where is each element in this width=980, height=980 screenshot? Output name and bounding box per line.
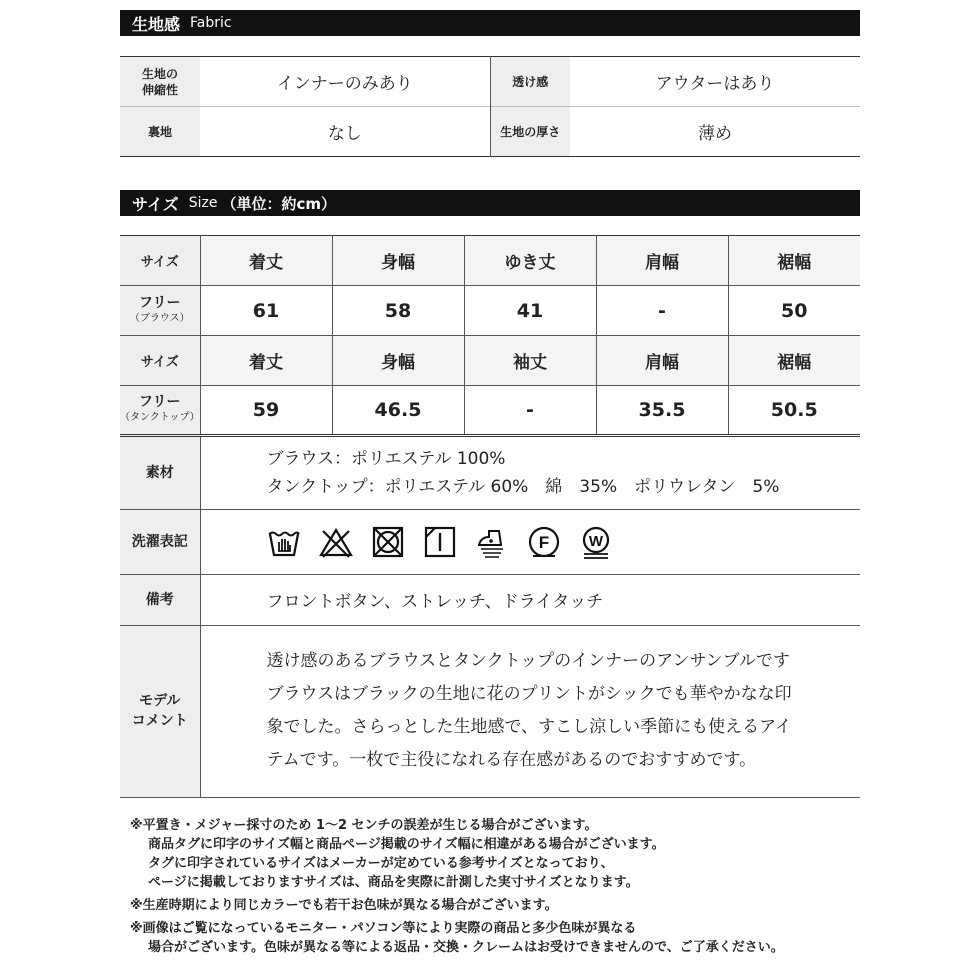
note-paragraph: ※生産時期により同じカラーでも若干お色味が異なる場合がございます。 (130, 898, 558, 913)
size-header-row (120, 336, 860, 386)
size-title-jp: サイズ (132, 194, 179, 214)
size-header-cell: 身幅 (332, 336, 464, 386)
stretch-label: 生地の 伸縮性 (120, 57, 200, 107)
material-line: ブラウス：ポリエステル 100% (266, 448, 506, 469)
size-value-cell: 35.5 (596, 386, 728, 436)
wet-clean-letter: W (588, 532, 603, 550)
thickness-value: 薄め (570, 107, 860, 157)
size-header-label: サイズ (120, 336, 200, 386)
material-row (120, 437, 860, 509)
size-header-cell: 着丈 (200, 336, 332, 386)
size-unit: （単位：約cm） (221, 194, 337, 213)
hand-wash-30-icon (267, 525, 301, 559)
comment-label: モデル コメント (120, 625, 200, 797)
line-dry-icon (423, 525, 457, 559)
fabric-title-en: Fabric (190, 15, 232, 31)
comment-line: 象でした。さらっとした生地感で、すこし涼しい季節にも使えるアイ (266, 717, 792, 737)
size-value-cell: 41 (464, 286, 596, 336)
size-header-label: サイズ (120, 236, 200, 286)
size-table (120, 235, 860, 437)
care-icons (200, 509, 860, 574)
no-bleach-icon (319, 525, 353, 559)
size-row-name: フリー （タンクトップ） (120, 386, 200, 436)
remarks-value: フロントボタン、ストレッチ、ドライタッチ (200, 574, 860, 625)
size-value-cell: 61 (200, 286, 332, 336)
comment-line: ブラウスはブラックの生地に花のプリントがシックでも華やかなな印 (266, 684, 792, 704)
dry-clean-f-icon (527, 525, 561, 559)
material-value (200, 437, 860, 509)
no-tumble-dry-icon (371, 525, 405, 559)
remarks-label: 備考 (120, 574, 200, 625)
size-header-cell: ゆき丈 (464, 236, 596, 286)
stretch-value: インナーのみあり (200, 57, 490, 107)
size-value-cell: 59 (200, 386, 332, 436)
size-title-en: Size (188, 195, 218, 211)
fabric-title-jp: 生地感 (132, 14, 181, 34)
iron-low-icon (475, 525, 509, 559)
size-row-name: フリー （ブラウス） (120, 286, 200, 336)
comment-line: テムです。一枚で主役になれる存在感があるのでおすすめです。 (266, 750, 757, 770)
comment-line: 透け感のあるブラウスとタンクトップのインナーのアンサンブルです (266, 651, 790, 671)
material-line: タンクトップ：ポリエステル 60% 綿 35% ポリウレタン 5% (266, 476, 780, 497)
sheerness-label: 透け感 (490, 57, 570, 107)
care-row (120, 509, 860, 574)
care-label: 洗濯表記 (120, 509, 200, 574)
lining-value: なし (200, 107, 490, 157)
size-value-row (120, 286, 860, 336)
size-section-header (120, 190, 860, 216)
size-value-cell: - (596, 286, 728, 336)
sheerness-value: アウターはあり (655, 74, 775, 94)
note-paragraph: ※平置き・メジャー採寸のため 1〜2 センチの誤差が生じる場合がございます。 商品タグに印字のサイズ幅と商品ページ掲載のサイズ幅に相違がある場合がございます。 タグに印字されているサイズはメーカーが定めている参考サイズとなっており、 ページに掲載しておりますサイズは、商品を実際に計測した実寸サイズとなります。 (130, 818, 665, 890)
size-header-cell: 身幅 (332, 236, 464, 286)
size-header-row (120, 236, 860, 286)
size-value-cell: 58 (332, 286, 464, 336)
size-value-cell: 50 (728, 286, 860, 336)
size-header-cell: 裾幅 (728, 336, 860, 386)
thickness-label: 生地の厚さ (490, 107, 570, 157)
size-value-row (120, 386, 860, 436)
fabric-section-header (120, 10, 860, 36)
size-value-cell: 46.5 (332, 386, 464, 436)
size-header-cell: 裾幅 (728, 236, 860, 286)
size-value-cell: 50.5 (728, 386, 860, 436)
comment-value (200, 625, 860, 797)
size-value-cell: - (464, 386, 596, 436)
size-header-cell: 肩幅 (596, 236, 728, 286)
table-row (120, 107, 860, 157)
note-paragraph: ※画像はご覧になっているモニター・パソコン等により実際の商品と多少色味が異なる 場合がございます。色味が異なる等による返品・交換・クレームはお受けできませんので、ご了承ください。 (130, 921, 784, 955)
comment-row (120, 625, 860, 797)
notes (130, 816, 784, 961)
size-header-cell: 肩幅 (596, 336, 728, 386)
table-row (120, 57, 860, 107)
info-table (120, 437, 860, 798)
dry-clean-letter: F (538, 532, 549, 552)
lining-label: 裏地 (120, 107, 200, 157)
fabric-table (120, 56, 860, 157)
size-header-cell: 袖丈 (464, 336, 596, 386)
wet-clean-w-icon (579, 525, 613, 559)
size-header-cell: 着丈 (200, 236, 332, 286)
remarks-row (120, 574, 860, 625)
material-label: 素材 (120, 437, 200, 509)
